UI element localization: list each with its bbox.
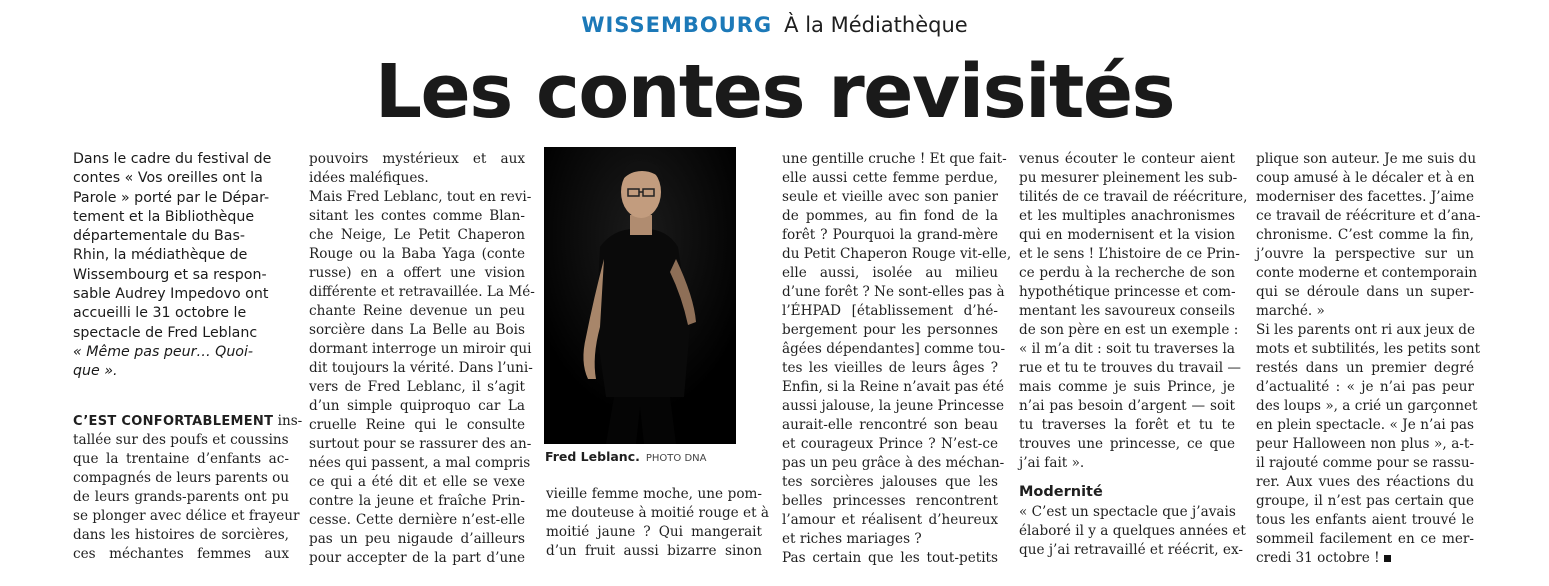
column-line: conte moderne et contemporain	[1256, 265, 1478, 281]
column-line: surtout pour se rassurer des an-	[309, 436, 532, 452]
column-line: rue et tu te trouves du travail —	[1019, 360, 1241, 376]
column-line: et le sens ! L’histoire de ce Prin-	[1019, 246, 1240, 262]
column-line: cesse. Cette dernière n’est-elle	[309, 512, 525, 528]
column-line: j’ouvre la perspective sur un	[1256, 246, 1474, 262]
column-line: dans les histoires de sorcières,	[73, 527, 289, 543]
column-line: belles princesses rencontrent	[782, 493, 998, 509]
column-line: ces méchantes femmes aux	[73, 546, 289, 562]
column-line: d’actualité : « je n’ai pas peur	[1256, 379, 1474, 395]
column-line: aurait-elle rencontré son beau	[782, 417, 998, 433]
column-line: d’une forêt ? Ne sont-elles pas à	[782, 284, 1005, 300]
column-line: moitié jaune ? Qui mangerait	[546, 524, 762, 540]
column-line: aussi jalouse, la jeune Princesse	[782, 398, 1005, 414]
column-line: tous les enfants aient trouvé le	[1256, 512, 1474, 528]
column-line: une gentille cruche ! Et que fait-	[782, 151, 1007, 167]
column-line: âgées dépendantes] comme tou-	[782, 341, 1006, 357]
chapo-line: Rhin, la médiathèque de	[73, 247, 248, 264]
column-line: tu traverses la forêt et tu te	[1019, 417, 1235, 433]
column-line: tilités de ce travail de réécriture,	[1019, 189, 1248, 205]
column-line: groupe, il n’est pas certain que	[1256, 493, 1474, 509]
column-line: n’ai pas besoin d’argent — soit	[1019, 398, 1235, 414]
chapo-line: départementale du Bas-	[73, 228, 245, 245]
column-line: peur Halloween non plus », a-t-	[1256, 436, 1474, 452]
column-line: des loups », a crié un garçonnet	[1256, 398, 1478, 414]
column-line: seule et vieille avec son panier	[782, 189, 998, 205]
column-line: différente et retravaillée. La Mé-	[309, 284, 535, 300]
chapo-line: tement et la Bibliothèque	[73, 208, 255, 225]
column-line: pour accepter de la part d’une	[309, 550, 525, 566]
column-line: et riches mariages ?	[782, 531, 922, 547]
column-line: que la trentaine d’enfants ac-	[73, 451, 289, 467]
column-line: Rouge ou la Baba Yaga (conte	[309, 246, 525, 262]
column-line: Pas certain que les tout-petits	[782, 550, 998, 566]
column-line: élaboré il y a quelques années et	[1019, 523, 1246, 539]
column-line: et courageux Prince ? N’est-ce	[782, 436, 998, 452]
column-line: tes les vieilles de leurs âges ?	[782, 360, 998, 376]
end-of-article-mark	[1384, 555, 1391, 562]
column-line: me douteuse à moitié rouge et à	[546, 505, 769, 521]
column-line: mots et subtilités, les petits sont	[1256, 341, 1481, 357]
column-line: pu mesurer pleinement les sub-	[1019, 170, 1238, 186]
column-line: mais comme je suis Prince, je	[1019, 379, 1235, 395]
column-line: restés dans un premier degré	[1256, 360, 1474, 376]
column-line: et les multiples anachronismes	[1019, 208, 1235, 224]
column-6	[1256, 150, 1481, 568]
chapo-intro	[73, 150, 283, 382]
column-line: qui se déroule dans un super-	[1256, 284, 1474, 300]
column-line: ce perdu à la recherche de son	[1019, 265, 1235, 281]
column-line: qui en modernisent et la vision	[1019, 227, 1235, 243]
column-line: pas un peu nigaude d’ailleurs	[309, 531, 525, 547]
column-line: Enfin, si la Reine n’avait pas été	[782, 379, 1005, 395]
column-line: l’ÉHPAD [établissement d’hé-	[782, 303, 998, 319]
column-line: que j’ai retravaillé et réécrit, ex-	[1019, 542, 1243, 558]
column-line: d’un fruit aussi bizarre sinon	[546, 543, 762, 559]
column-line: vers de Fred Leblanc, il s’agit	[309, 379, 525, 395]
lead-in: C’EST CONFORTABLEMENT	[73, 414, 274, 429]
caption-name: Fred Leblanc.	[545, 449, 640, 464]
column-line: de pommes, au fin fond de la	[782, 208, 998, 224]
chapo-line: Wissembourg et sa respon-	[73, 266, 267, 283]
column-line: nées qui passent, a mal compris	[309, 455, 531, 471]
chapo-line: spectacle de Fred Leblanc	[73, 324, 258, 341]
column-line	[73, 412, 303, 431]
column-3-bottom	[546, 485, 769, 561]
column-line: Mais Fred Leblanc, tout en revi-	[309, 189, 532, 205]
column-line: moderniser des facettes. J’aime	[1256, 189, 1474, 205]
column-line: trouves une princesse, ce que	[1019, 436, 1235, 452]
column-line: hypothétique princesse et com-	[1019, 284, 1236, 300]
column-line: sorcière dans La Belle au Bois	[309, 322, 525, 338]
column-5	[1019, 150, 1248, 560]
rubric	[0, 11, 1549, 39]
lead-line-rest: ins-	[273, 413, 303, 429]
column-line: vieille femme moche, une pom-	[546, 486, 762, 502]
rubric-city: WISSEMBOURG	[581, 13, 773, 37]
photo-caption	[545, 449, 706, 464]
column-line: de son père en est un exemple :	[1019, 322, 1239, 338]
column-line: contre la jeune et fraîche Prin-	[309, 493, 525, 509]
chapo-line: accueilli le 31 octobre le	[73, 305, 247, 322]
column-line: pouvoirs mystérieux et aux	[309, 151, 525, 167]
column-line: coup amusé à le décaler et à en	[1256, 170, 1475, 186]
column-line: idées maléfiques.	[309, 170, 429, 186]
column-line: che Neige, Le Petit Chaperon	[309, 227, 525, 243]
column-line: credi 31 octobre !	[1256, 549, 1474, 568]
column-line: « il m’a dit : soit tu traverses la	[1019, 341, 1235, 357]
column-line: chante Reine devenue un peu	[309, 303, 525, 319]
column-line: dormant interroge un miroir qui	[309, 341, 532, 357]
caption-credit: PHOTO DNA	[645, 453, 707, 464]
column-2	[309, 150, 535, 568]
chapo-line: « Même pas peur… Quoi-	[73, 343, 254, 360]
column-line: chronisme. C’est comme la fin,	[1256, 227, 1474, 243]
column-line: « C’est un spectacle que j’avais	[1019, 504, 1236, 520]
chapo-line: Parole » porté par le Dépar-	[73, 189, 270, 206]
photo-fred-leblanc	[544, 147, 736, 444]
performer-photo-illustration	[544, 147, 736, 444]
chapo-line: Dans le cadre du festival de	[73, 151, 272, 167]
column-line: tallée sur des poufs et coussins	[73, 432, 289, 448]
column-line: en plein spectacle. « Je n’ai pas	[1256, 417, 1474, 433]
column-line: russe) en a offert une vision	[309, 265, 525, 281]
chapo-line: que ».	[73, 363, 118, 380]
column-line: plique son auteur. Je me suis du	[1256, 151, 1477, 167]
column-line: elle aussi, isolée au milieu	[782, 265, 998, 281]
column-4	[782, 150, 1012, 568]
column-line: l’amour et réalisent d’heureux	[782, 512, 998, 528]
column-line: cruelle Reine qui le consulte	[309, 417, 525, 433]
column-line: pas un peu grâce à des méchan-	[782, 455, 1005, 471]
column-line: venus écouter le conteur aient	[1019, 151, 1235, 167]
column-line: compagnés de leurs parents ou	[73, 470, 290, 486]
column-line: elle aussi cette femme perdue,	[782, 170, 998, 186]
column-line: sitant les contes comme Blan-	[309, 208, 525, 224]
column-line: de leurs grands-parents ont pu	[73, 489, 289, 505]
column-line: du Petit Chaperon Rouge vit-elle,	[782, 246, 1012, 262]
column-line: il rajouté comme pour se rassu-	[1256, 455, 1475, 471]
column-line: bergement pour les personnes	[782, 322, 998, 338]
chapo-line: sable Audrey Impedovo ont	[73, 286, 269, 303]
chapo-line: contes « Vos oreilles ont la	[73, 170, 263, 187]
column-line: ce qui a été dit et elle se vexe	[309, 474, 525, 490]
column-line: Si les parents ont ri aux jeux de	[1256, 322, 1476, 338]
column-line: j’ai fait ».	[1019, 455, 1085, 471]
column-line: d’un simple quiproquo car La	[309, 398, 525, 414]
column-line: rer. Aux vues des réactions du	[1256, 474, 1474, 490]
subhead-modernite: Modernité	[1019, 484, 1103, 500]
column-line: se plonger avec délice et frayeur	[73, 508, 300, 524]
rubric-place: À la Médiathèque	[784, 13, 968, 37]
headline: Les contes revisités	[374, 49, 1175, 135]
column-line: ce travail de réécriture et d’ana-	[1256, 208, 1481, 224]
column-line: dit toujours la vérité. Dans l’uni-	[309, 360, 533, 376]
column-line: sommeil facilement en ce mer-	[1256, 531, 1474, 547]
column-1	[73, 412, 303, 564]
column-line: tes sorcières jalouses que les	[782, 474, 998, 490]
column-line: marché. »	[1256, 303, 1325, 319]
column-line: forêt ? Pourquoi la grand-mère	[782, 227, 998, 243]
column-line: mentant les savoureux conseils	[1019, 303, 1235, 319]
